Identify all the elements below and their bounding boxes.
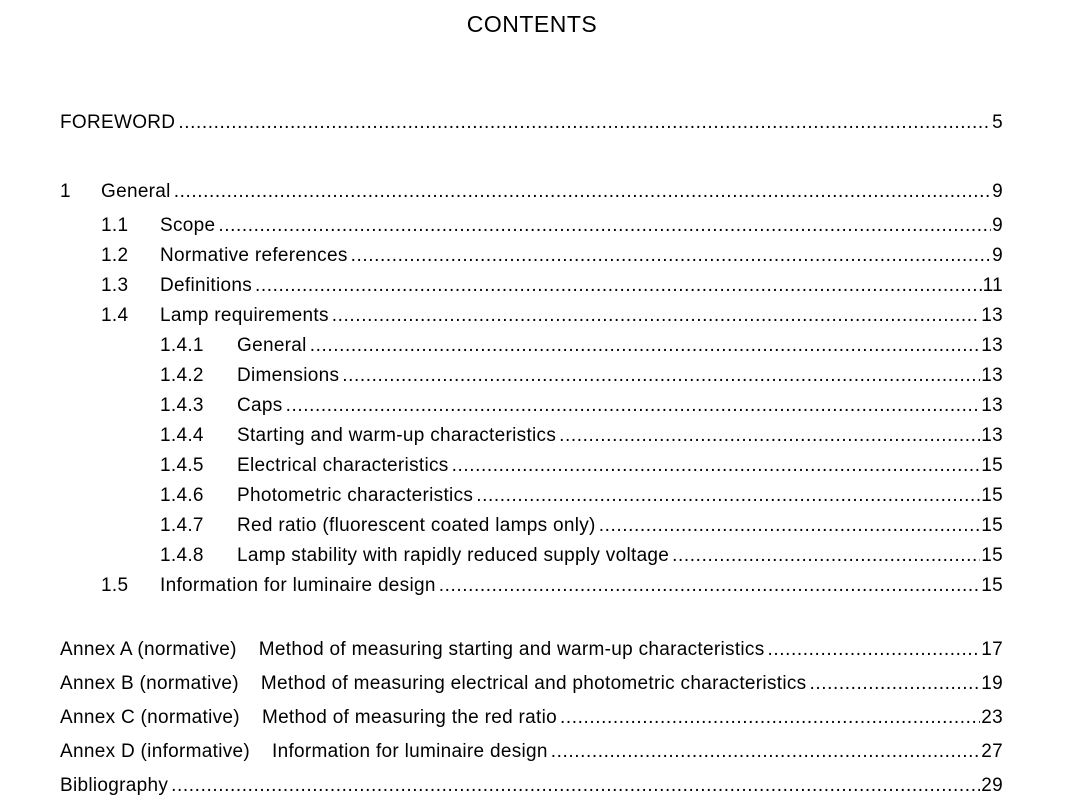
toc-page-number: 13 xyxy=(981,305,1003,326)
toc-page-number: 17 xyxy=(981,639,1003,660)
toc-leader-dots xyxy=(809,672,980,696)
toc-section-number: 1.4.2 xyxy=(160,365,204,386)
toc-leader-dots xyxy=(768,638,981,662)
toc-section-number: 1.4.3 xyxy=(160,395,204,416)
toc-page-number: 5 xyxy=(992,112,1003,133)
toc-entry-section-1-4[interactable] xyxy=(101,304,1003,328)
toc-section-number: 1.4 xyxy=(101,305,129,326)
toc-leader-dots xyxy=(342,364,980,388)
toc-annex-name: Annex A (normative) xyxy=(60,639,237,660)
toc-entry-label: Starting and warm-up characteristics xyxy=(237,425,557,446)
toc-section-number: 1.1 xyxy=(101,215,129,236)
toc-entry-foreword[interactable] xyxy=(60,111,1003,135)
toc-section-number: 1.4.6 xyxy=(160,485,204,506)
toc-page-number: 13 xyxy=(981,365,1003,386)
toc-page-number: 15 xyxy=(981,575,1003,596)
toc-section-number: 1.3 xyxy=(101,275,129,296)
toc-entry-section-1-1[interactable] xyxy=(101,214,1003,238)
toc-entry-label: Information for luminaire design xyxy=(272,741,548,762)
toc-leader-dots xyxy=(551,740,981,764)
toc-entry-section-1-4-7[interactable] xyxy=(160,514,1003,538)
page-title: CONTENTS xyxy=(466,11,598,37)
toc-entry-label: Normative references xyxy=(160,245,348,266)
toc-leader-dots xyxy=(476,484,980,508)
toc-entry-section-1-4-4[interactable] xyxy=(160,424,1003,448)
toc-section-number: 1.2 xyxy=(101,245,129,266)
toc-entry-annex-a[interactable] xyxy=(60,638,1003,662)
toc-leader-dots xyxy=(332,304,980,328)
toc-entry-label: Bibliography xyxy=(60,775,169,796)
toc-entry-label: Lamp requirements xyxy=(160,305,329,326)
toc-section-number: 1.4.8 xyxy=(160,545,204,566)
toc-annex-name: Annex C (normative) xyxy=(60,707,240,728)
toc-page-number: 19 xyxy=(981,673,1003,694)
toc-section-number: 1.4.5 xyxy=(160,455,204,476)
toc-leader-dots xyxy=(218,214,991,238)
toc-entry-label: Method of measuring starting and warm-up characteristics xyxy=(258,639,765,660)
toc-entry-section-1-4-3[interactable] xyxy=(160,394,1003,418)
toc-leader-dots xyxy=(559,424,980,448)
toc-entry-section-1-3[interactable] xyxy=(101,274,1003,298)
toc-entry-section-1-4-5[interactable] xyxy=(160,454,1003,478)
toc-page-number: 13 xyxy=(981,425,1003,446)
toc-page-number: 13 xyxy=(981,335,1003,356)
toc-entry-section-1-2[interactable] xyxy=(101,244,1003,268)
toc-entry-label: General xyxy=(237,335,307,356)
toc-page-number: 9 xyxy=(992,215,1003,236)
toc-entry-section-1-4-2[interactable] xyxy=(160,364,1003,388)
toc-entry-label: Definitions xyxy=(160,275,253,296)
toc-page-number: 13 xyxy=(981,395,1003,416)
toc-page-number: 9 xyxy=(992,181,1003,202)
toc-leader-dots xyxy=(171,774,980,798)
toc-entry-label: Dimensions xyxy=(237,365,340,386)
toc-page-number: 15 xyxy=(981,485,1003,506)
toc-leader-dots xyxy=(672,544,980,568)
toc-annex-name: Annex D (informative) xyxy=(60,741,251,762)
toc-leader-dots xyxy=(174,180,991,204)
toc-page-number: 15 xyxy=(981,545,1003,566)
toc-entry-label: FOREWORD xyxy=(60,112,176,133)
toc-entry-annex-d[interactable] xyxy=(60,740,1003,764)
toc-entry-bibliography[interactable] xyxy=(60,774,1003,798)
toc-entry-section-1-5[interactable] xyxy=(101,574,1003,598)
toc-page-number: 15 xyxy=(981,515,1003,536)
toc-entry-section-1-4-1[interactable] xyxy=(160,334,1003,358)
toc-entry-label: Photometric characteristics xyxy=(237,485,474,506)
toc-leader-dots xyxy=(560,706,980,730)
toc-entry-label: Caps xyxy=(237,395,283,416)
toc-entry-label: Method of measuring electrical and photometric characteristics xyxy=(260,673,807,694)
toc-entry-label: General xyxy=(101,181,171,202)
toc-entry-label: Method of measuring the red ratio xyxy=(261,707,557,728)
toc-entry-section-1-4-8[interactable] xyxy=(160,544,1003,568)
toc-leader-dots xyxy=(255,274,982,298)
toc-section-number: 1.4.4 xyxy=(160,425,204,446)
toc-entry-annex-b[interactable] xyxy=(60,672,1003,696)
toc-leader-dots xyxy=(452,454,981,478)
toc-section-number: 1.5 xyxy=(101,575,129,596)
toc-page-number: 23 xyxy=(981,707,1003,728)
toc-entry-section-1-4-6[interactable] xyxy=(160,484,1003,508)
toc-leader-dots xyxy=(439,574,981,598)
toc-page-number: 9 xyxy=(992,245,1003,266)
toc-entry-label: Information for luminaire design xyxy=(160,575,436,596)
toc-entry-label: Electrical characteristics xyxy=(237,455,449,476)
toc-page-number: 29 xyxy=(981,775,1003,796)
toc-leader-dots xyxy=(286,394,981,418)
toc-entry-label: Red ratio (fluorescent coated lamps only) xyxy=(237,515,596,536)
toc-page-number: 15 xyxy=(981,455,1003,476)
toc-leader-dots xyxy=(599,514,981,538)
toc-page-number: 27 xyxy=(981,741,1003,762)
toc-leader-dots xyxy=(310,334,981,358)
toc-leader-dots xyxy=(351,244,992,268)
toc-section-number: 1 xyxy=(60,181,71,202)
toc-section-number: 1.4.1 xyxy=(160,335,204,356)
toc-entry-section-1[interactable] xyxy=(60,180,1003,204)
toc-annex-name: Annex B (normative) xyxy=(60,673,239,694)
toc-page-number: 11 xyxy=(982,275,1003,296)
toc-leader-dots xyxy=(178,111,991,135)
toc-entry-label: Scope xyxy=(160,215,216,236)
toc-entry-label: Lamp stability with rapidly reduced supply voltage xyxy=(237,545,670,566)
toc-section-number: 1.4.7 xyxy=(160,515,204,536)
toc-entry-annex-c[interactable] xyxy=(60,706,1003,730)
